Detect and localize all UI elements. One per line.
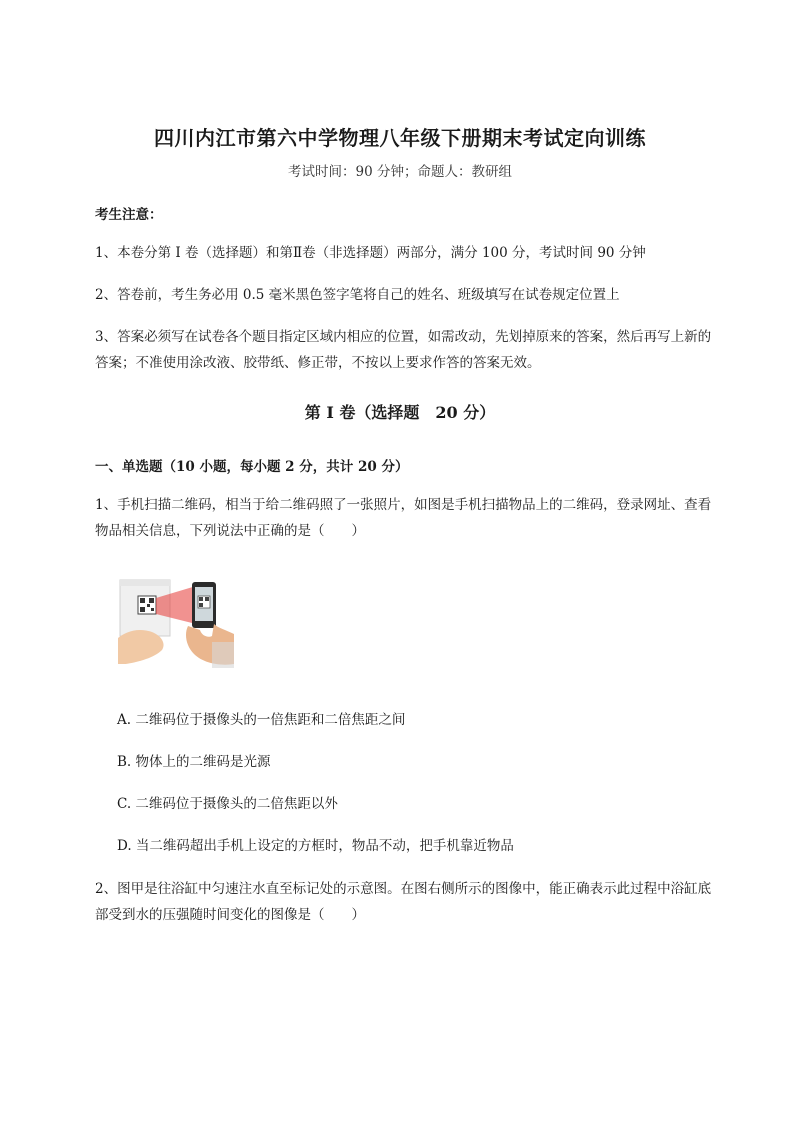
section-title: 第 I 卷（选择题 20 分）	[304, 403, 496, 422]
option-c: C. 二维码位于摄像头的二倍焦距以外	[117, 796, 338, 812]
exam-info: 考试时间：90 分钟；命题人：教研组	[288, 164, 512, 180]
notice-item-2: 2、答卷前，考生务必用 0.5 毫米黑色签字笔将自己的姓名、班级填写在试卷规定位置上	[95, 287, 620, 303]
qr-scan-illustration	[118, 572, 234, 668]
option-b: B. 物体上的二维码是光源	[117, 754, 271, 770]
question-1-text: 1、手机扫描二维码，相当于给二维码照了一张照片，如图是手机扫描物品上的二维码，登录网址、查看物品相关信息，下列说法中正确的是（ ）	[95, 497, 712, 539]
notice-item-1: 1、本卷分第 I 卷（选择题）和第Ⅱ卷（非选择题）两部分，满分 100 分，考试时间 90 分钟	[95, 245, 646, 261]
option-d: D. 当二维码超出手机上设定的方框时，物品不动，把手机靠近物品	[117, 838, 514, 854]
part-heading: 一、单选题（10 小题，每小题 2 分，共计 20 分）	[95, 459, 409, 475]
question-2-text: 2、图甲是往浴缸中匀速注水直至标记处的示意图。在图右侧所示的图像中，能正确表示此过程中浴缸底部受到水的压强随时间变化的图像是（ ）	[95, 881, 712, 923]
notice-heading: 考生注意：	[95, 207, 163, 223]
page-title: 四川内江市第六中学物理八年级下册期末考试定向训练	[154, 126, 646, 150]
option-a: A. 二维码位于摄像头的一倍焦距和二倍焦距之间	[117, 712, 406, 728]
notice-item-3: 3、答案必须写在试卷各个题目指定区域内相应的位置，如需改动，先划掉原来的答案，然后再写上新的答案；不准使用涂改液、胶带纸、修正带，不按以上要求作答的答案无效。	[95, 329, 712, 371]
